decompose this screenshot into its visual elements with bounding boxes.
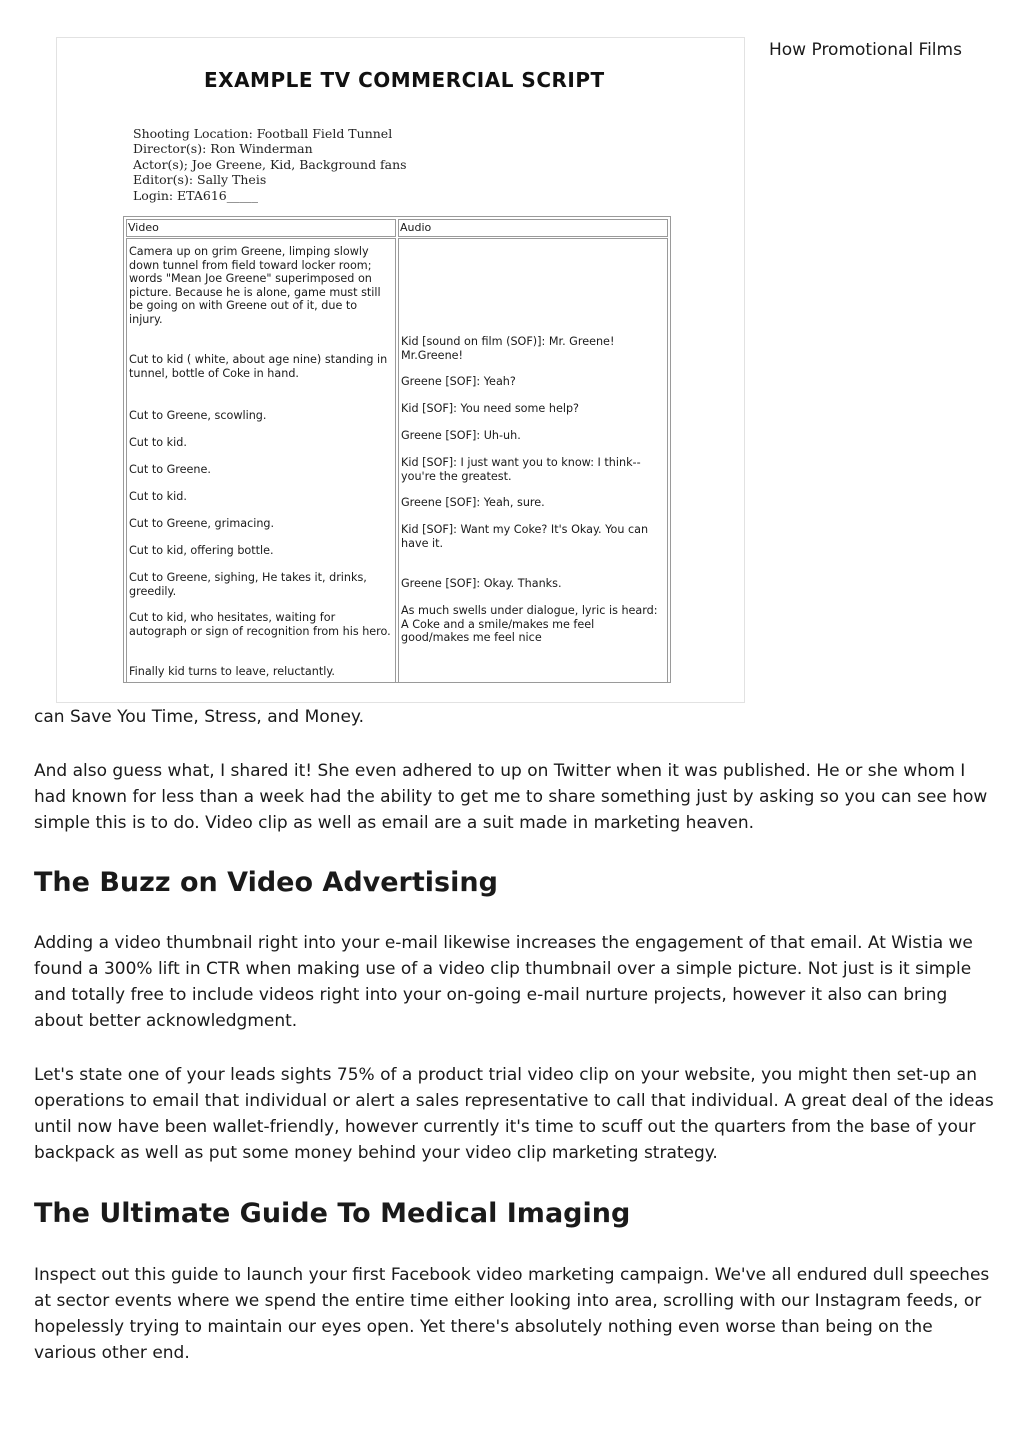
video-column [126, 217, 396, 682]
section-heading: The Buzz on Video Advertising [34, 867, 498, 898]
video-cue: Cut to kid, who hesitates, waiting for autograph or sign of recognition from his hero. [129, 611, 391, 638]
article-paragraph: Let's state one of your leads sights 75% of a product trial video clip on your website, you might then set-up an operations to email that individual or alert a sales representative to call that individual. A great deal of the ideas until now have been wallet-friendly, however currently it's time to scuff out the quarters from the base of your backpack as well as put some money behind your video clip marketing strategy. [34, 1065, 994, 1163]
video-cue: Camera up on grim Greene, limping slowly down tunnel from field toward locker room; words "Mean Joe Greene" superimposed on picture. Because he is alone, game must still be going on with Greene out of it, due to injury. [129, 245, 381, 326]
float-caption: How Promotional Films [769, 40, 962, 60]
script-title: EXAMPLE TV COMMERCIAL SCRIPT [204, 68, 605, 92]
video-cue: Cut to kid, offering bottle. [129, 544, 274, 557]
video-cue: Cut to Greene, scowling. [129, 409, 267, 422]
video-cue: Cut to kid ( white, about age nine) standing in tunnel, bottle of Coke in hand. [129, 353, 388, 380]
meta-line: Shooting Location: Football Field Tunnel [133, 126, 393, 141]
audio-cue: As much swells under dialogue, lyric is heard: A Coke and a smile/makes me feel good/makes me feel nice [401, 604, 658, 644]
meta-line: Director(s): Ron Winderman [133, 141, 313, 157]
video-cue: Cut to kid. [129, 436, 187, 449]
meta-line: Login: ETA616_____ [133, 187, 258, 203]
audio-cues [398, 238, 668, 682]
video-cue: Cut to Greene. [129, 463, 211, 476]
article-paragraph: Adding a video thumbnail right into your e-mail likewise increases the engagement of that email. At Wistia we found a 300% lift in CTR when making use of a video clip thumbnail over a simple picture. Not just is it simple and totally free to include videos right into your on-going e-mail nurture projects, however it also can bring about better acknowledgment. [34, 933, 973, 1031]
audio-cue: Greene [SOF]: Okay. Thanks. [401, 577, 562, 590]
video-header: Video [126, 219, 396, 237]
script-meta [133, 126, 407, 203]
audio-cue: Kid [sound on film (SOF)]: Mr. Greene! Mr.Greene! [401, 335, 615, 362]
audio-cue: Kid [SOF]: Want my Coke? It's Okay. You can have it. [401, 523, 649, 550]
audio-cue: Kid [SOF]: I just want you to know: I think--you're the greatest. [401, 456, 641, 483]
audio-column [398, 217, 668, 682]
meta-line: Editor(s): Sally Theis [133, 172, 267, 188]
meta-line: Actor(s); Joe Greene, Kid, Background fans [133, 156, 407, 172]
article-paragraph: Inspect out this guide to launch your first Facebook video marketing campaign. We've all endured dull speeches at sector events where we spend the entire time either looking into area, scrolling with our Instagram feeds, or hopelessly trying to maintain our eyes open. Yet there's absolutely nothing even worse than being on the various other end. [34, 1265, 990, 1363]
audio-header: Audio [398, 219, 668, 237]
article-paragraph: And also guess what, I shared it! She even adhered to up on Twitter when it was published. He or she whom I had known for less than a week had the ability to get me to share something just by asking so you can see how simple this is to do. Video clip as well as email are a suit made in marketing heaven. [34, 761, 988, 833]
audio-cue: Greene [SOF]: Yeah? [401, 375, 516, 388]
script-figure [56, 37, 745, 703]
video-cues [126, 238, 396, 682]
audio-cue: Kid [SOF]: You need some help? [401, 402, 579, 415]
video-cue: Cut to Greene, grimacing. [129, 517, 275, 530]
video-cue: Finally kid turns to leave, reluctantly. [129, 665, 335, 678]
audio-cue: Greene [SOF]: Uh-uh. [401, 429, 521, 442]
video-cue: Cut to kid. [129, 490, 187, 503]
script-table [123, 216, 671, 683]
video-cue: Cut to Greene, sighing, He takes it, drinks, greedily. [129, 571, 367, 598]
caption-continuation: can Save You Time, Stress, and Money. [34, 707, 364, 727]
section-heading: The Ultimate Guide To Medical Imaging [34, 1198, 631, 1229]
audio-cue: Greene [SOF]: Yeah, sure. [401, 496, 545, 509]
